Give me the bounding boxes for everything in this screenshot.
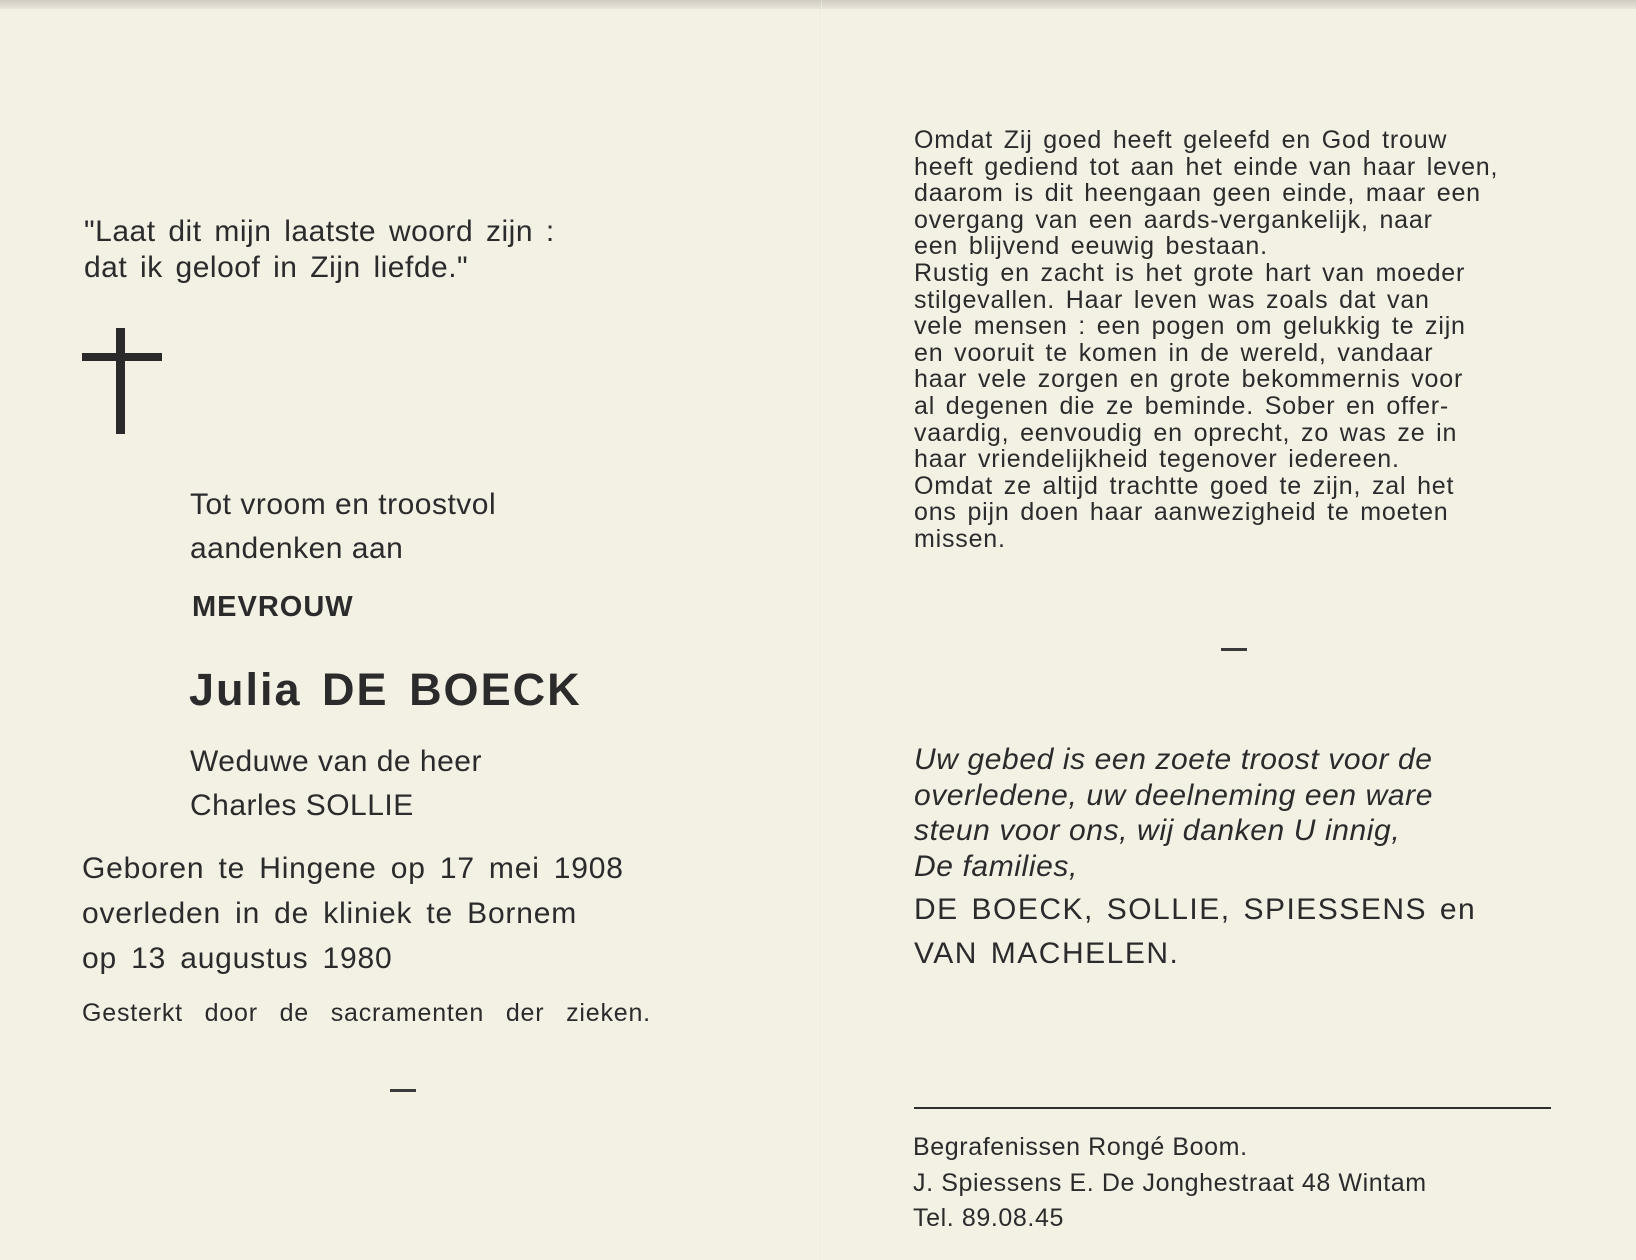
opening-quote (84, 214, 555, 286)
eulogy-line: een blijvend eeuwig bestaan. (914, 232, 1268, 261)
family-names (914, 888, 1476, 976)
left-separator (390, 1089, 416, 1092)
funeral-home-name: Begrafenissen Rongé Boom. (913, 1133, 1248, 1161)
funeral-home-address: J. Spiessens E. De Jonghestraat 48 Wintam (913, 1168, 1427, 1197)
honorific: MEVROUW (192, 591, 354, 623)
eulogy-line: overgang van een aards-vergankelijk, naar (914, 205, 1433, 234)
prayer-request (914, 742, 1433, 884)
birth-death-info (82, 846, 624, 981)
divider-rule (914, 1107, 1551, 1109)
eulogy-line: en vooruit te komen in de wereld, vandaar (914, 338, 1434, 367)
eulogy-line: missen. (914, 524, 1006, 553)
deceased-name: Julia DE BOECK (189, 664, 582, 715)
eulogy-line: ons pijn doen haar aanwezigheid te moeten (914, 498, 1449, 527)
eulogy-line: Omdat Zij goed heeft geleefd en God trouw (914, 126, 1448, 154)
funeral-home-phone: Tel. 89.08.45 (913, 1204, 1064, 1232)
prayer-line: Uw gebed is een zoete troost voor de (914, 743, 1433, 776)
right-separator (1221, 648, 1247, 651)
card-top-edge (0, 0, 1636, 9)
quote-line: "Laat dit mijn laatste woord zijn : (84, 215, 555, 248)
widow-line: Weduwe van de heer (190, 745, 482, 778)
eulogy-line: al degenen die ze beminde. Sober en offer- (914, 391, 1450, 420)
birth-line: Geboren te Hingene op 17 mei 1908 (82, 852, 624, 885)
eulogy-line: Rustig en zacht is het grote hart van moeder (914, 258, 1466, 287)
eulogy-text (914, 127, 1498, 553)
prayer-line: steun voor ons, wij danken U innig, (914, 814, 1401, 847)
eulogy-line: haar vriendelijkheid tegenover iedereen. (914, 445, 1400, 474)
eulogy-line: vaardig, eenvoudig en oprecht, zo was ze in (914, 418, 1458, 447)
in-memory-line: Tot vroom en troostvol (190, 488, 497, 521)
family-names-line: VAN MACHELEN. (914, 937, 1180, 970)
widow-line: Charles SOLLIE (190, 789, 414, 822)
in-memory-line: aandenken aan (190, 532, 404, 565)
eulogy-line: stilgevallen. Haar leven was zoals dat van (914, 285, 1430, 314)
family-names-line: DE BOECK, SOLLIE, SPIESSENS en (914, 893, 1477, 926)
eulogy-line: Omdat ze altijd trachtte goed te zijn, zal het (914, 471, 1455, 500)
death-date-line: op 13 augustus 1980 (82, 942, 393, 975)
cross-icon (82, 328, 162, 434)
card-fold (820, 0, 822, 1260)
death-line: overleden in de kliniek te Bornem (82, 897, 577, 930)
eulogy-line: vele mensen : een pogen om gelukkig te zijn (914, 312, 1466, 341)
eulogy-line: daarom is dit heengaan geen einde, maar een (914, 179, 1481, 208)
sacraments-note: Gesterkt door de sacramenten der zieken. (82, 999, 651, 1027)
quote-line: dat ik geloof in Zijn liefde." (84, 251, 469, 284)
eulogy-line: haar vele zorgen en grote bekommernis voor (914, 365, 1464, 394)
in-memory-text (190, 483, 496, 571)
prayer-line: overledene, uw deelneming een ware (914, 778, 1434, 812)
funeral-home-info (913, 1130, 1427, 1237)
eulogy-line: heeft gediend tot aan het einde van haar leven, (914, 152, 1499, 181)
widow-of (190, 740, 482, 828)
families-label: De families, (914, 849, 1078, 883)
